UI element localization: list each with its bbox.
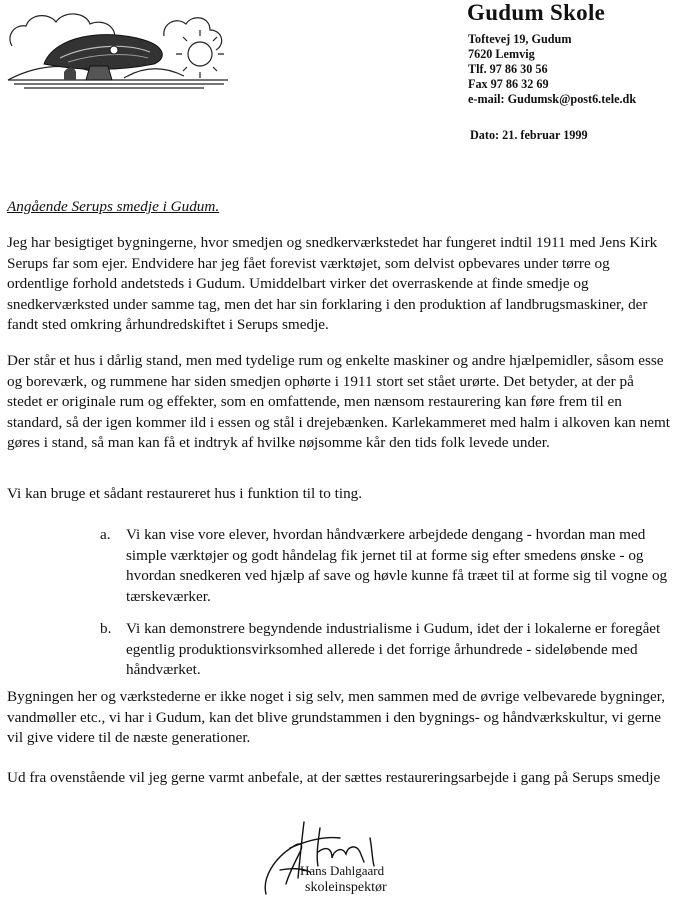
paragraph-3: Vi kan bruge et sådant restaureret hus i funktion til to ting.: [7, 485, 363, 502]
list-text-b: Vi kan demonstrere begyndende industrialisme i Gudum, idet der i lokalerne er foregået egentlig produktionsvirksomhed allerede i det forrige århundrede - sideløbende med håndværket.: [126, 620, 661, 678]
paragraph-4: Bygningen her og værkstederne er ikke noget i sig selv, men sammen med de øvrige velbevarede bygninger, vandmøller etc., vi har i Gudum, kan det blive grundstammen i den bygnings- og håndværkskultur, vi gerne vil give videre til de næste generationer.: [7, 688, 666, 746]
list-text-a: Vi kan vise vore elever, hvordan håndværkere arbejdede dengang - hvordan man med simple værktøjer og godt håndelag fik jernet til at forme sig efter smedens ønske - og hvordan snedkeren ved hjælp af save og høvle kunne få træet til at forme sig til vogne og tærskeværker.: [126, 526, 668, 605]
school-logo-icon: [4, 6, 232, 92]
paragraph-1: Jeg har besigtiget bygningerne, hvor smedjen og snedkerværkstedet har fungeret indtil 1911 med Jens Kirk Serups far som ejer. Endvidere har jeg fået forevist værktøjet, som delvist opbevares under tørre og ordentlige forhold andetsteds i Gudum. Umiddelbart virker det overraskende at finde smedje og snedkerværksted under samme tag, men det har sin forklaring i den produktion af landbrugsmaskiner, der fandt sted omkring århundredskiftet i Serups smedje.: [7, 234, 658, 333]
phone-number: Tlf. 97 86 30 56: [468, 62, 548, 76]
school-address-block: [468, 32, 636, 107]
letter-date: Dato: 21. februar 1999: [470, 128, 588, 142]
signer-title: skoleinspektør: [305, 880, 387, 895]
paragraph-2: Der står et hus i dårlig stand, men med tydelige rum og enkelte maskiner og andre hjælpemidler, såsom esse og boreværk, og rummene har siden smedjen ophørte i 1911 stort set stået urørte. Det betyder, at der på stedet er originale rum og effekter, som en omfattende, men nænsom restaurering kan føre frem til en standard, så der igen kommer ild i essen og stål i drejebænken. Karlekammeret med halm i alkoven kan nemt gøres i stand, så man kan få et indtryk af hvilke nøjsomme kår den tids folk levede under.: [7, 352, 670, 451]
list-marker-b: b.: [100, 620, 112, 637]
address-street: Toftevej 19, Gudum: [468, 32, 572, 46]
school-name: Gudum Skole: [467, 0, 606, 25]
email-address: e-mail: Gudumsk@post6.tele.dk: [468, 92, 637, 106]
address-postal-city: 7620 Lemvig: [468, 47, 535, 61]
letter-subject: Angående Serups smedje i Gudum.: [7, 198, 220, 215]
signer-name: Hans Dahlgaard: [300, 863, 385, 878]
fax-number: Fax 97 86 32 69: [468, 77, 549, 91]
list-marker-a: a.: [100, 526, 111, 543]
paragraph-5: Ud fra ovenstående vil jeg gerne varmt anbefale, at der sættes restaureringsarbejde i gang på Serups smedje: [7, 769, 661, 786]
